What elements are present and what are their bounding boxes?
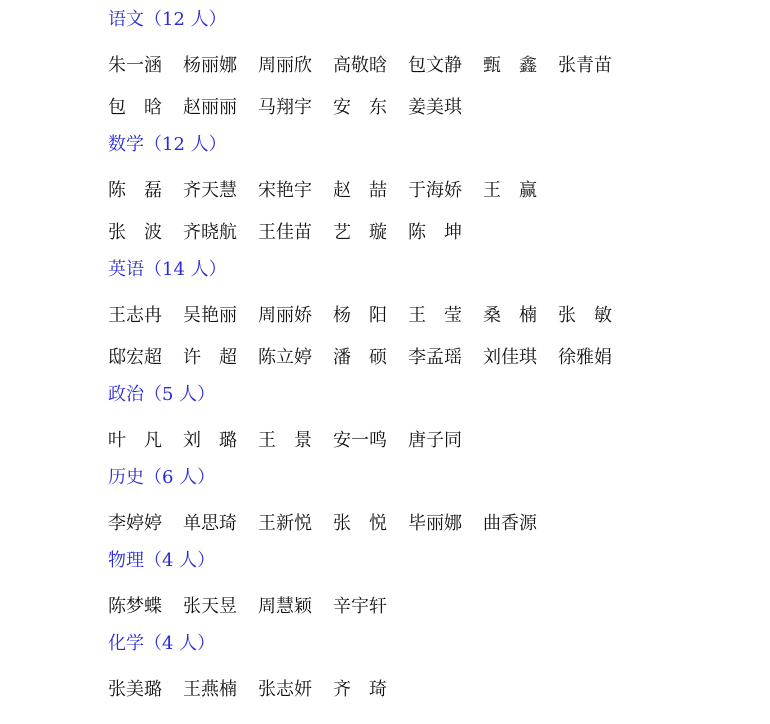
student-name: 刘佳琪 bbox=[483, 347, 537, 368]
student-name: 于海娇 bbox=[408, 180, 462, 201]
student-name: 马翔宇 bbox=[258, 97, 312, 118]
name-row bbox=[108, 45, 748, 87]
student-name: 邸宏超 bbox=[108, 347, 162, 368]
student-name: 艺 璇 bbox=[333, 222, 387, 243]
subject-heading-chinese: 语文（12 人） bbox=[108, 9, 227, 30]
student-name: 吴艳丽 bbox=[183, 305, 237, 326]
student-name: 宋艳宇 bbox=[258, 180, 312, 201]
student-name: 潘 硕 bbox=[333, 347, 387, 368]
student-name: 王 景 bbox=[258, 430, 312, 451]
student-name: 张美璐 bbox=[108, 679, 162, 700]
student-name: 周慧颖 bbox=[258, 596, 312, 617]
student-name: 陈立婷 bbox=[258, 347, 312, 368]
student-name: 王燕楠 bbox=[183, 679, 237, 700]
student-name: 单思琦 bbox=[183, 513, 237, 534]
student-name: 杨丽娜 bbox=[183, 55, 237, 76]
subject-heading-chemistry: 化学（4 人） bbox=[108, 633, 216, 654]
subject-heading-math: 数学（12 人） bbox=[108, 134, 227, 155]
subject-heading-physics: 物理（4 人） bbox=[108, 550, 216, 571]
name-row bbox=[108, 420, 748, 462]
subject-heading-english: 英语（14 人） bbox=[108, 259, 227, 280]
student-name: 安 东 bbox=[333, 97, 387, 118]
student-name: 李孟瑶 bbox=[408, 347, 462, 368]
student-name: 辛宇轩 bbox=[333, 596, 387, 617]
student-name: 张 悦 bbox=[333, 513, 387, 534]
student-name: 唐子同 bbox=[408, 430, 462, 451]
student-name: 王 赢 bbox=[483, 180, 537, 201]
name-row bbox=[108, 170, 748, 212]
student-name: 张青苗 bbox=[558, 55, 612, 76]
subject-heading-history: 历史（6 人） bbox=[108, 467, 216, 488]
student-name: 包 晗 bbox=[108, 97, 162, 118]
student-name: 齐晓航 bbox=[183, 222, 237, 243]
student-name: 许 超 bbox=[183, 347, 237, 368]
student-name: 陈 坤 bbox=[408, 222, 462, 243]
student-name: 陈 磊 bbox=[108, 180, 162, 201]
student-name: 周丽欣 bbox=[258, 55, 312, 76]
name-row bbox=[108, 503, 748, 545]
name-row bbox=[108, 586, 748, 628]
student-name: 包文静 bbox=[408, 55, 462, 76]
student-name: 张 波 bbox=[108, 222, 162, 243]
name-row bbox=[108, 295, 748, 337]
student-name: 徐雅娟 bbox=[558, 347, 612, 368]
student-name: 朱一涵 bbox=[108, 55, 162, 76]
student-name: 齐天慧 bbox=[183, 180, 237, 201]
student-name: 李婷婷 bbox=[108, 513, 162, 534]
student-name: 张志妍 bbox=[258, 679, 312, 700]
name-row bbox=[108, 212, 748, 254]
student-name: 甄 鑫 bbox=[483, 55, 537, 76]
student-name: 王志冉 bbox=[108, 305, 162, 326]
student-name: 王新悦 bbox=[258, 513, 312, 534]
name-row bbox=[108, 87, 748, 129]
subject-name-list bbox=[108, 4, 748, 711]
student-name: 王 莹 bbox=[408, 305, 462, 326]
student-name: 杨 阳 bbox=[333, 305, 387, 326]
student-name: 曲香源 bbox=[483, 513, 537, 534]
student-name: 刘 璐 bbox=[183, 430, 237, 451]
name-row bbox=[108, 669, 748, 711]
name-row bbox=[108, 337, 748, 379]
student-name: 陈梦蝶 bbox=[108, 596, 162, 617]
student-name: 张 敏 bbox=[558, 305, 612, 326]
student-name: 毕丽娜 bbox=[408, 513, 462, 534]
student-name: 叶 凡 bbox=[108, 430, 162, 451]
subject-heading-politics: 政治（5 人） bbox=[108, 384, 216, 405]
student-name: 桑 楠 bbox=[483, 305, 537, 326]
student-name: 姜美琪 bbox=[408, 97, 462, 118]
student-name: 赵丽丽 bbox=[183, 97, 237, 118]
student-name: 王佳苗 bbox=[258, 222, 312, 243]
student-name: 赵 喆 bbox=[333, 180, 387, 201]
student-name: 齐 琦 bbox=[333, 679, 387, 700]
student-name: 安一鸣 bbox=[333, 430, 387, 451]
student-name: 张天昱 bbox=[183, 596, 237, 617]
student-name: 周丽娇 bbox=[258, 305, 312, 326]
student-name: 高敬晗 bbox=[333, 55, 387, 76]
